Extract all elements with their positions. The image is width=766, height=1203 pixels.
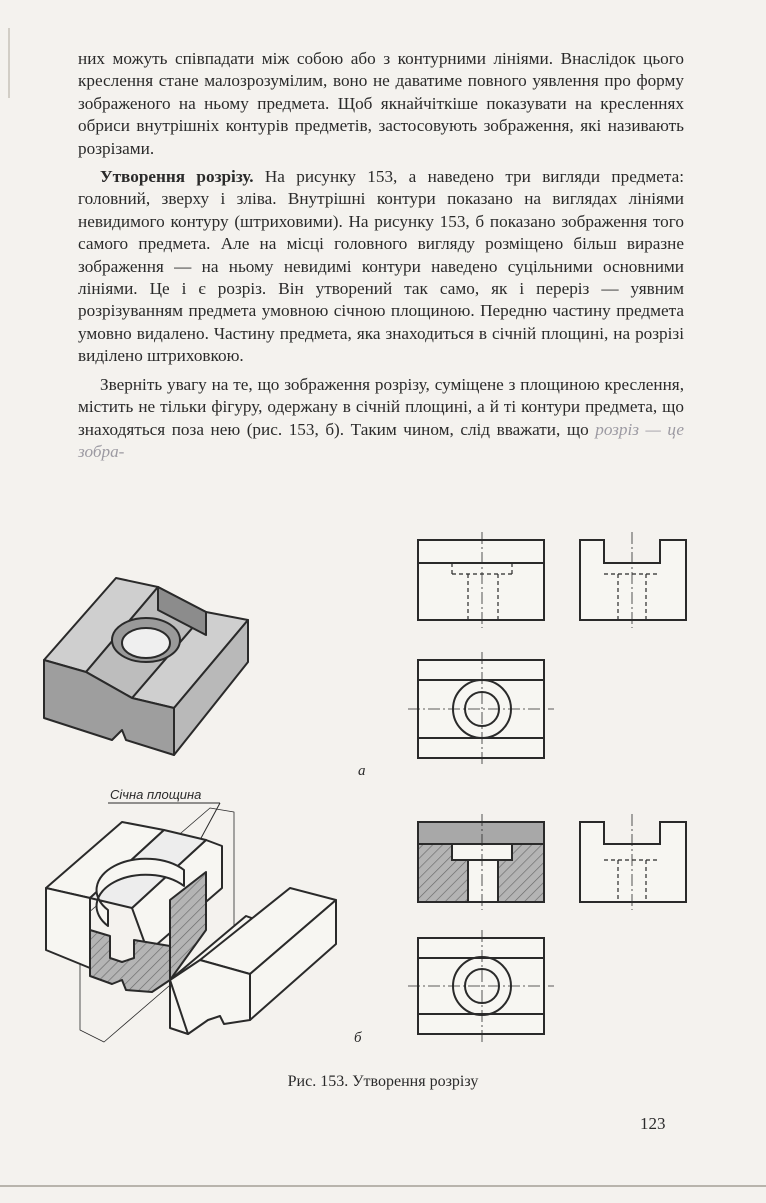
paragraph-3 bbox=[78, 374, 684, 464]
paragraph-2 bbox=[78, 166, 684, 368]
cutting-plane-leader bbox=[200, 803, 220, 840]
body-text bbox=[78, 48, 684, 463]
paragraph-3-body: Зверніть увагу на те, що зображення розрізу, суміщене з площиною креслення, містить не тільки фігуру, одержану в січній площині, а й ті контури предмета, що знаходяться поза нею (рис. 153, б). Таким чином, слід вважати, що bbox=[78, 374, 684, 439]
bottom-rule bbox=[0, 1185, 766, 1187]
section-heading: Утворення розрізу. bbox=[100, 167, 254, 187]
paragraph-1: них можуть співпадати між собою або з контурними лініями. Внаслідок цього креслення стане малозрозумілим, воно не даватиме повного уявлення про форму зображеного на ньому предмета. Щоб якнайчіткіше показувати на кресленнях обриси внутрішніх контурів предметів, застосовують зображення, які називають розрізами. bbox=[78, 49, 684, 158]
side-view-a bbox=[580, 532, 686, 628]
top-view-a bbox=[408, 652, 554, 766]
figure-caption: Рис. 153. Утворення розрізу bbox=[287, 1073, 479, 1090]
isometric-solid-a bbox=[44, 578, 248, 755]
top-view-b bbox=[408, 930, 554, 1042]
figure-label-b: б bbox=[354, 1030, 362, 1046]
figure-153 bbox=[0, 520, 766, 1100]
paragraph-3-faded-text: розріз — це зобра- bbox=[78, 419, 684, 461]
page-edge-mark bbox=[8, 28, 10, 98]
cutting-plane-label: Січна площина bbox=[110, 787, 202, 802]
side-view-b bbox=[580, 814, 686, 910]
paragraph-2-body: На рисунку 153, а наведено три вигляди предмета: головний, зверху і зліва. Внутрішні контури показано на виглядах лініями невидимого контуру (штриховими). На рисунку 153, б показано зображення того самого предмета. Але на місці головного вигляду розміщено більш виразне зображення — на ньому невидимі контури наведено суцільними основними лініями. Це і є розріз. Він утворений так само, як і переріз — уявним розрізуванням предмета умовною січною площиною. Передню частину предмета умовно видалено. Частину предмета, яка знаходиться в січній площині, на розрізі виділено штриховкою. bbox=[78, 167, 684, 366]
figure-label-a: а bbox=[358, 763, 366, 779]
page-number: 123 bbox=[640, 1114, 666, 1133]
front-view-a bbox=[418, 532, 544, 628]
figure-153-drawing bbox=[0, 520, 766, 1100]
front-section-view-b bbox=[418, 814, 544, 910]
